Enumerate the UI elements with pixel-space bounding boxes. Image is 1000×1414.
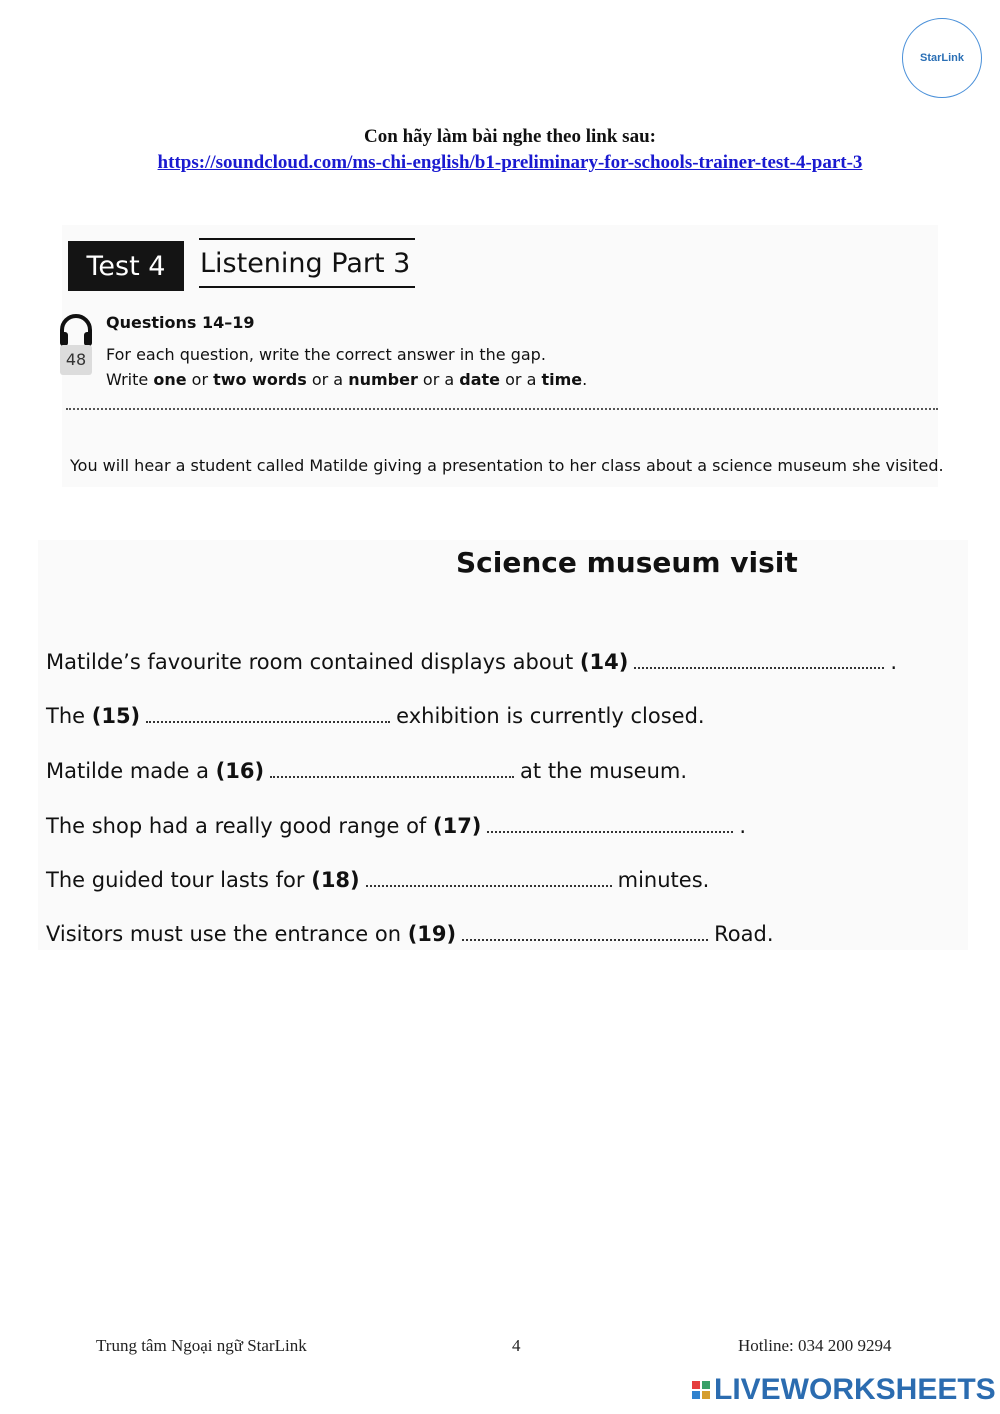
answer-gap-18[interactable] (366, 871, 612, 887)
question-16: Matilde made a (16) at the museum. (46, 759, 688, 783)
starlink-logo (902, 18, 982, 98)
answer-gap-17[interactable] (487, 817, 733, 833)
worksheet-title: Science museum visit (456, 546, 798, 579)
answer-gap-15[interactable] (146, 707, 390, 723)
headphones-icon (58, 314, 94, 348)
part-title: Listening Part 3 (199, 238, 415, 288)
instruction-line-1: For each question, write the correct answer in the gap. (106, 345, 546, 364)
answer-gap-16[interactable] (270, 762, 514, 778)
page-number: 4 (512, 1336, 521, 1355)
question-15: The (15) exhibition is currently closed. (46, 704, 705, 728)
question-14: Matilde’s favourite room contained displays about (14) . (46, 650, 898, 674)
liveworksheets-text: LIVEWORKSHEETS (714, 1373, 996, 1406)
intro-text: You will hear a student called Matilde giving a presentation to her class about a science museum she visited. (70, 456, 944, 475)
test-label: Test 4 (68, 241, 184, 291)
answer-gap-14[interactable] (634, 653, 884, 669)
footer-hotline: Hotline: 034 200 9294 (738, 1336, 892, 1355)
soundcloud-link[interactable]: https://soundcloud.com/ms-chi-english/b1-preliminary-for-schools-trainer-test-4-part-3 (157, 152, 863, 173)
track-number: 48 (60, 345, 92, 375)
dotted-divider (66, 408, 938, 410)
liveworksheets-logo-icon (692, 1381, 710, 1399)
question-19: Visitors must use the entrance on (19) Road. (46, 922, 774, 946)
instruction-line-2: Write one or two words or a number or a date or a time. (106, 370, 588, 389)
footer-center-name: Trung tâm Ngoại ngữ StarLink (96, 1336, 307, 1355)
logo-text: StarLink (919, 52, 964, 64)
liveworksheets-watermark (692, 1373, 996, 1407)
instruction-text: Con hãy làm bài nghe theo link sau: (364, 126, 656, 147)
questions-heading: Questions 14–19 (106, 313, 255, 332)
answer-gap-19[interactable] (462, 925, 708, 941)
question-18: The guided tour lasts for (18) minutes. (46, 868, 710, 892)
question-17: The shop had a really good range of (17) . (46, 814, 747, 838)
